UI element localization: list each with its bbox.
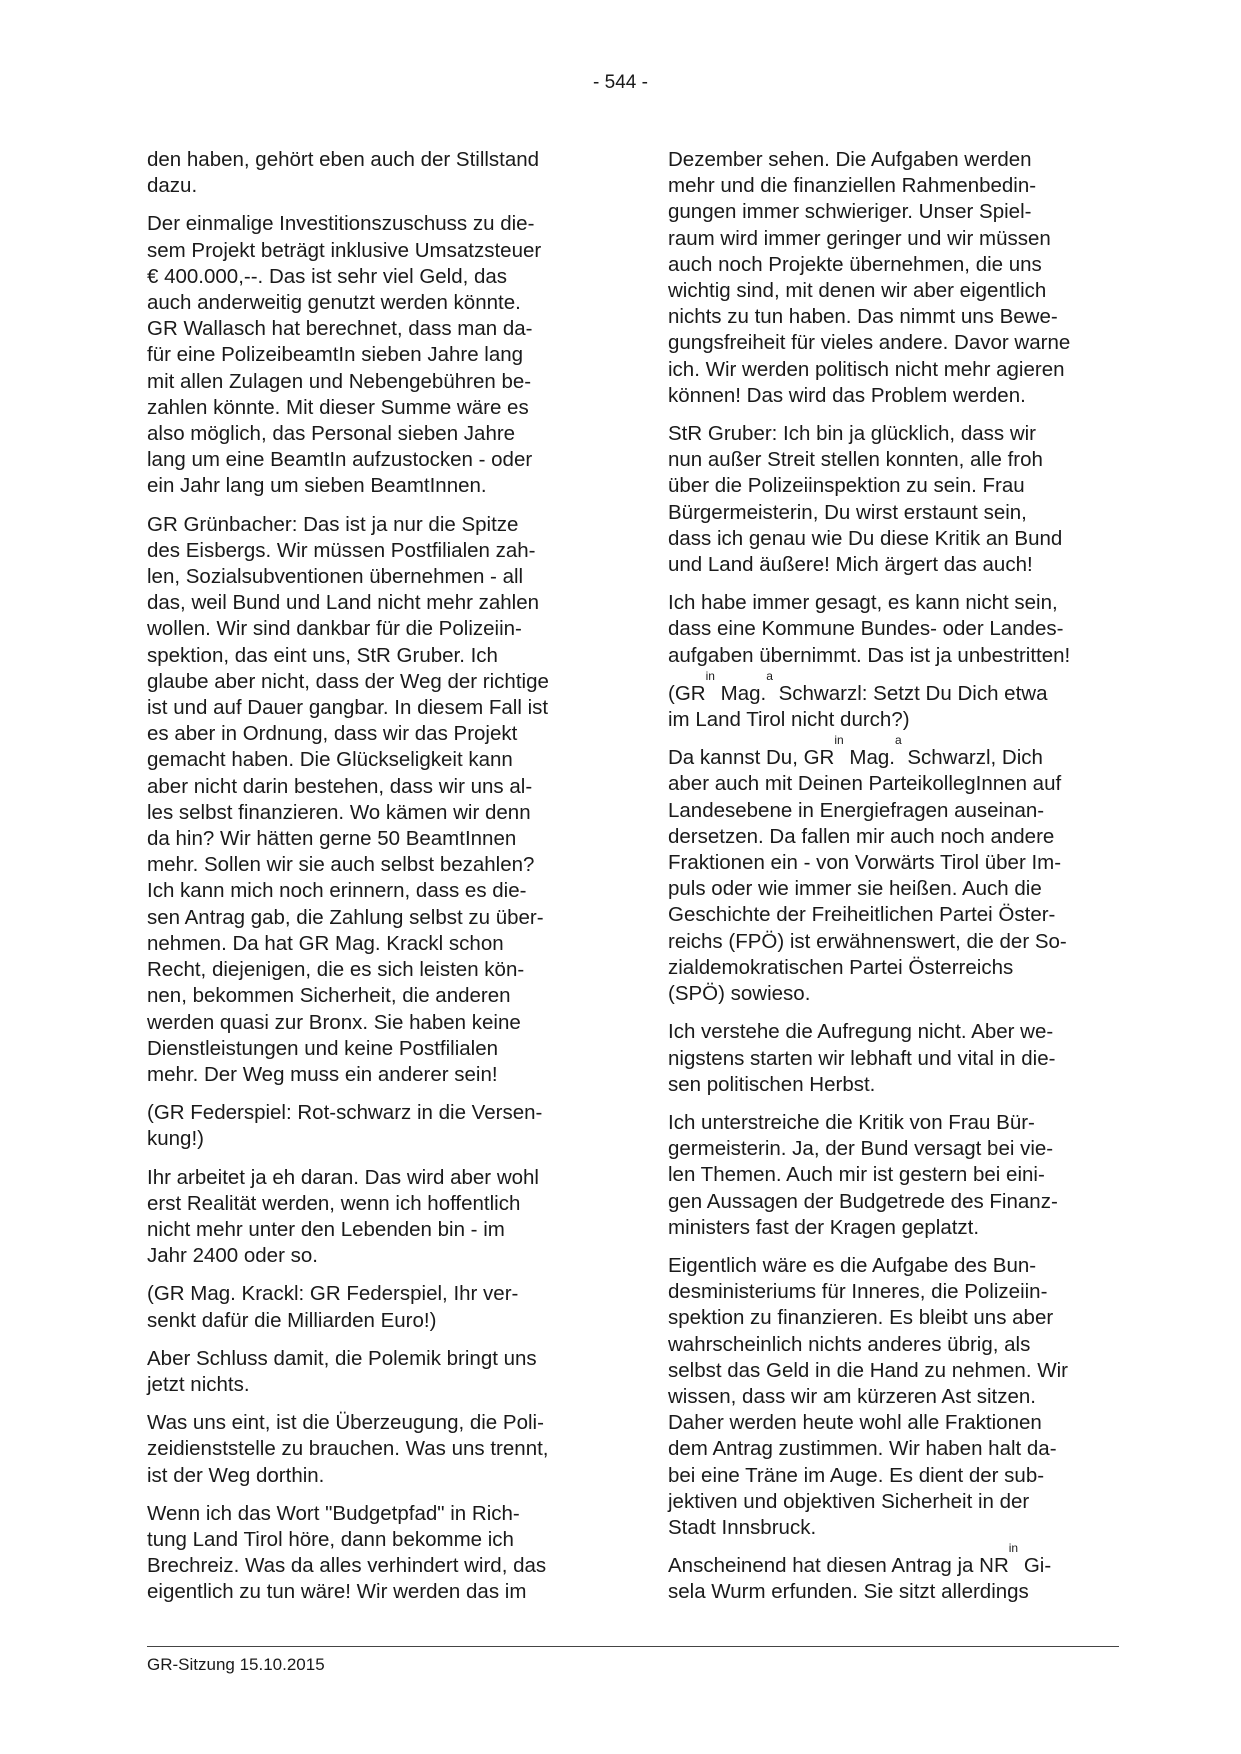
text-line: reichs (FPÖ) ist erwähnenswert, die der So- (668, 929, 1067, 953)
text-line: desministeriums für Inneres, die Polizeiin- (668, 1280, 1048, 1304)
text-line: das, weil Bund und Land nicht mehr zahlen (147, 591, 540, 615)
text-line: Ihr arbeitet ja eh daran. Das wird aber wohl (147, 1165, 539, 1189)
text-segment: Mag. (849, 746, 895, 770)
text-line: len, Sozialsubventionen übernehmen - all (147, 565, 524, 589)
superscript: in (705, 668, 715, 683)
text-line: tung Land Tirol höre, dann bekomme ich (147, 1527, 514, 1551)
text-line: ein Jahr lang um sieben BeamtInnen. (147, 474, 487, 498)
text-line: GR Grünbacher: Das ist ja nur die Spitze (147, 512, 519, 536)
text-line: dass ich genau wie Du diese Kritik an Bund (668, 526, 1063, 550)
text-line: dass eine Kommune Bundes- oder Landes- (668, 617, 1064, 641)
text-segment: Schwarzl: Setzt Du Dich etwa (778, 681, 1048, 705)
text-line: den haben, gehört eben auch der Stillstand (147, 148, 540, 171)
text-line: spektion zu finanzieren. Es bleibt uns aber (668, 1306, 1054, 1330)
text-line: mehr. Sollen wir sie auch selbst bezahlen? (147, 853, 535, 877)
text-line: für eine PolizeibeamtIn sieben Jahre lang (147, 343, 524, 367)
text-line: gen Aussagen der Budgetrede des Finanz- (668, 1189, 1058, 1213)
paragraph (668, 1541, 1138, 1605)
text-line: spektion, das eint uns, StR Gruber. Ich (147, 643, 498, 667)
text-line: zialdemokratischen Partei Österreichs (668, 955, 1014, 979)
paragraph (668, 733, 1138, 1007)
text-line: Dienstleistungen und keine Postfilialen (147, 1036, 499, 1060)
text-line: ministers fast der Kragen geplatzt. (668, 1215, 980, 1239)
text-line: Landesebene in Energiefragen auseinan- (668, 798, 1045, 822)
text-line: also möglich, das Personal sieben Jahre (147, 422, 516, 446)
text-line: jektiven und objektiven Sicherheit in der (668, 1489, 1030, 1513)
text-line: Bürgermeisterin, Du wirst erstaunt sein, (668, 500, 1027, 524)
text-line: ich. Wir werden politisch nicht mehr agieren (668, 357, 1065, 381)
text-line: mit allen Zulagen und Nebengebühren be- (147, 369, 532, 393)
text-line: glaube aber nicht, dass der Weg der richtige (147, 669, 549, 693)
text-line: wichtig sind, mit denen wir aber eigentlich (668, 279, 1047, 303)
text-line: wissen, dass wir am kürzeren Ast sitzen. (668, 1384, 1036, 1408)
text-line: les selbst finanzieren. Wo kämen wir denn (147, 800, 531, 824)
text-line: Dezember sehen. Die Aufgaben werden (668, 148, 1032, 171)
text-line: kung!) (147, 1127, 204, 1151)
text-line: nehmen. Da hat GR Mag. Krackl schon (147, 931, 504, 955)
text-line: Stadt Innsbruck. (668, 1515, 817, 1539)
text-line: Der einmalige Investitionszuschuss zu die- (147, 212, 535, 236)
text-segment: Mag. (720, 681, 767, 705)
text-line: erst Realität werden, wenn ich hoffentlich (147, 1191, 521, 1215)
text-line: wollen. Wir sind dankbar für die Polizeiin- (147, 617, 522, 641)
text-line: Fraktionen ein - von Vorwärts Tirol über Im- (668, 851, 1062, 875)
text-line: gungsfreiheit für vieles andere. Davor warne (668, 331, 1071, 355)
paragraph (147, 512, 617, 1088)
text-line: wahrscheinlich nichts anderes übrig, als (668, 1332, 1031, 1356)
text-line: können! Das wird das Problem werden. (668, 383, 1026, 407)
text-line: da hin? Wir hätten gerne 50 BeamtInnen (147, 827, 517, 851)
text-segment: Anscheinend hat diesen Antrag ja NR (668, 1554, 1009, 1578)
text-line: (GR Federspiel: Rot-schwarz in die Versen- (147, 1101, 543, 1125)
paragraph (147, 211, 617, 499)
text-line: Daher werden heute wohl alle Fraktionen (668, 1411, 1042, 1435)
text-line: im Land Tirol nicht durch?) (668, 708, 910, 732)
text-line: (SPÖ) sowieso. (668, 982, 811, 1006)
text-line: puls oder wie immer sie heißen. Auch die (668, 877, 1042, 901)
text-line: Ich kann mich noch erinnern, dass es die- (147, 879, 527, 903)
text-line: len Themen. Auch mir ist gestern bei eini- (668, 1163, 1045, 1187)
text-line: sen Antrag gab, die Zahlung selbst zu über- (147, 905, 544, 929)
superscript: a (766, 668, 773, 683)
paragraph (668, 590, 1138, 669)
paragraph (147, 147, 617, 199)
text-line: aber auch mit Deinen ParteikollegInnen auf (668, 772, 1062, 796)
text-line: jetzt nichts. (147, 1372, 250, 1396)
text-line: Wenn ich das Wort "Budgetpfad" in Rich- (147, 1501, 520, 1525)
text-line: des Eisbergs. Wir müssen Postfilialen zah- (147, 538, 536, 562)
text-line: gemacht haben. Die Glückseligkeit kann (147, 748, 513, 772)
text-line: nicht mehr unter den Lebenden bin - im (147, 1217, 505, 1241)
paragraph (668, 1110, 1138, 1241)
superscript: in (1008, 1541, 1019, 1556)
text-line: StR Gruber: Ich bin ja glücklich, dass wir (668, 422, 1036, 446)
text-line: (GR Mag. Krackl: GR Federspiel, Ihr ver- (147, 1282, 519, 1306)
text-line: senkt dafür die Milliarden Euro!) (147, 1308, 437, 1332)
text-line: gungen immer schwieriger. Unser Spiel- (668, 200, 1032, 224)
text-line: und Land äußere! Mich ärgert das auch! (668, 553, 1033, 577)
page-number: - 544 - (593, 72, 648, 93)
text-line: lang um eine BeamtIn aufzustocken - oder (147, 448, 533, 472)
text-line: Was uns eint, ist die Überzeugung, die Poli- (147, 1411, 544, 1435)
text-line: aufgaben übernimmt. Das ist ja unbestritten! (668, 643, 1071, 667)
paragraph (668, 1253, 1138, 1541)
text-line: es aber in Ordnung, dass wir das Projekt (147, 722, 518, 746)
text-line: Recht, diejenigen, die es sich leisten kön- (147, 958, 525, 982)
text-line: germeisterin. Ja, der Bund versagt bei vie- (668, 1137, 1054, 1161)
text-line: Jahr 2400 oder so. (147, 1244, 318, 1268)
text-line: ist der Weg dorthin. (147, 1463, 325, 1487)
paragraph (147, 1346, 617, 1398)
text-line: auch noch Projekte übernehmen, die uns (668, 252, 1042, 276)
paragraph (147, 1501, 617, 1606)
paragraph (668, 668, 1138, 733)
text-line: GR Wallasch hat berechnet, dass man da- (147, 317, 533, 341)
text-line: werden quasi zur Bronx. Sie haben keine (147, 1010, 521, 1034)
text-line: Eigentlich wäre es die Aufgabe des Bun- (668, 1253, 1037, 1277)
text-line (668, 668, 1138, 707)
text-line: mehr und die finanziellen Rahmenbedin- (668, 174, 1037, 198)
text-line: dazu. (147, 174, 198, 198)
text-segment: (GR (668, 681, 706, 705)
text-line (668, 733, 1138, 771)
text-line: zeidienststelle zu brauchen. Was uns trennt, (147, 1437, 549, 1461)
text-line: über die Polizeiinspektion zu sein. Frau (668, 474, 1025, 498)
text-line: € 400.000,--. Das ist sehr viel Geld, das (147, 264, 508, 288)
text-line: nichts zu tun haben. Das nimmt uns Bewe- (668, 305, 1058, 329)
text-line: Geschichte der Freiheitlichen Partei Öster- (668, 903, 1056, 927)
paragraph (147, 1165, 617, 1270)
left-column (147, 147, 617, 1618)
text-line (668, 1541, 1138, 1579)
text-line: Ich unterstreiche die Kritik von Frau Bür- (668, 1110, 1035, 1134)
superscript: in (834, 733, 844, 748)
text-line: dersetzen. Da fallen mir auch noch andere (668, 824, 1055, 848)
right-column (668, 147, 1138, 1618)
text-line: dem Antrag zustimmen. Wir haben halt da- (668, 1437, 1057, 1461)
text-line: sen politischen Herbst. (668, 1072, 876, 1096)
text-line: eigentlich zu tun wäre! Wir werden das im (147, 1580, 527, 1604)
text-line: nigstens starten wir lebhaft und vital in die- (668, 1046, 1056, 1070)
paragraph (147, 1100, 617, 1152)
text-line: sem Projekt beträgt inklusive Umsatzsteuer (147, 238, 542, 262)
text-line: ist und auf Dauer gangbar. In diesem Fall ist (147, 696, 549, 720)
superscript: a (894, 733, 902, 748)
text-line: Aber Schluss damit, die Polemik bringt uns (147, 1346, 537, 1370)
text-line: aber nicht darin bestehen, dass wir uns al- (147, 774, 533, 798)
text-line: nen, bekommen Sicherheit, die anderen (147, 984, 511, 1008)
text-line: Ich habe immer gesagt, es kann nicht sein, (668, 591, 1058, 615)
text-segment: Schwarzl, Dich (907, 746, 1043, 770)
text-segment: Gi- (1023, 1554, 1052, 1578)
text-line: bei eine Träne im Auge. Es dient der sub- (668, 1463, 1045, 1487)
text-line: mehr. Der Weg muss ein anderer sein! (147, 1062, 498, 1086)
paragraph (147, 1281, 617, 1333)
text-line: auch anderweitig genutzt werden könnte. (147, 291, 521, 315)
text-line: Brechreiz. Was da alles verhindert wird, das (147, 1554, 547, 1578)
text-line: zahlen könnte. Mit dieser Summe wäre es (147, 395, 529, 419)
paragraph (147, 1410, 617, 1489)
text-line: raum wird immer geringer und wir müssen (668, 226, 1051, 250)
paragraph (668, 421, 1138, 578)
text-line: Ich verstehe die Aufregung nicht. Aber we- (668, 1020, 1054, 1044)
paragraph (668, 1019, 1138, 1098)
text-segment: Da kannst Du, GR (668, 746, 835, 770)
footer-divider (147, 1646, 1119, 1647)
paragraph (668, 147, 1138, 409)
text-line: sela Wurm erfunden. Sie sitzt allerdings (668, 1580, 1029, 1604)
footer-session-date: GR-Sitzung 15.10.2015 (147, 1655, 325, 1674)
text-line: nun außer Streit stellen konnten, alle froh (668, 448, 1043, 472)
text-line: selbst das Geld in die Hand zu nehmen. Wir (668, 1358, 1068, 1382)
